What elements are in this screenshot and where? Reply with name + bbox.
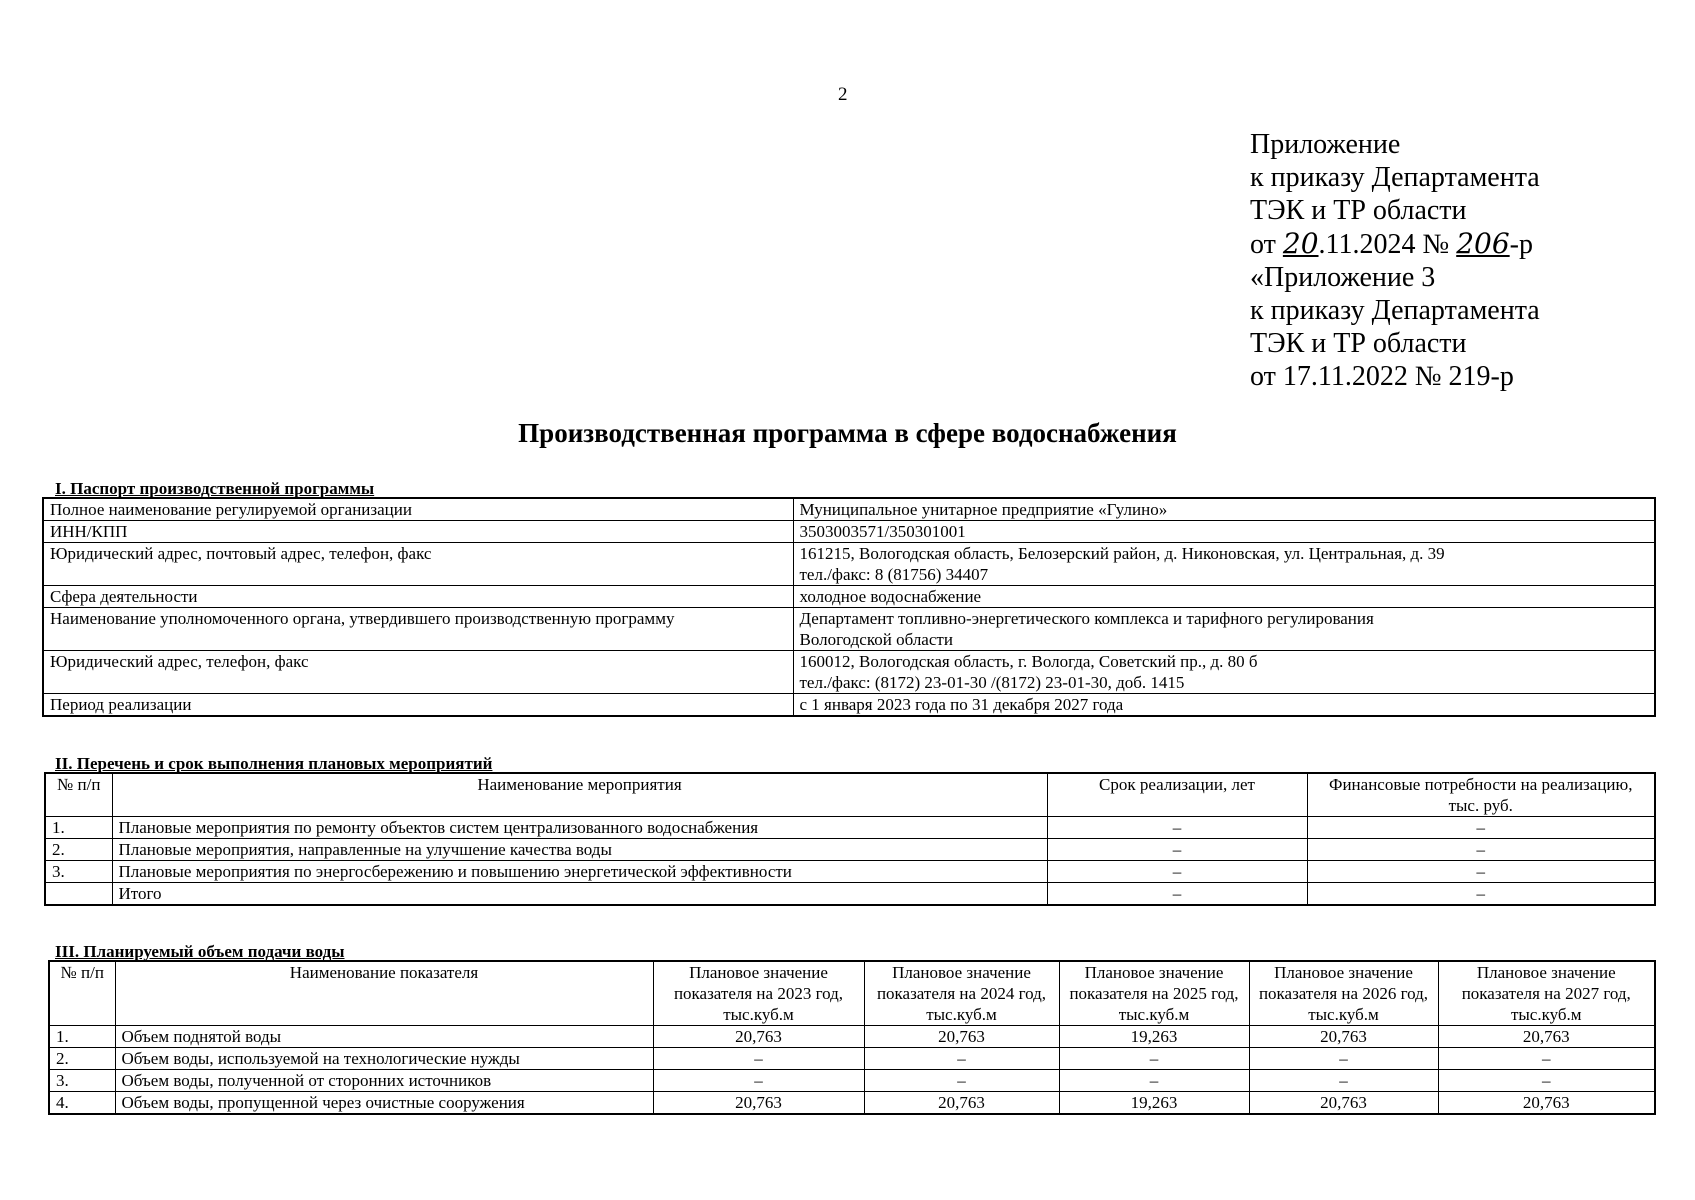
volume-value: – [1059, 1048, 1249, 1070]
header-name: Наименование мероприятия [112, 773, 1047, 817]
volume-value: – [1249, 1070, 1438, 1092]
volume-name: Объем воды, используемой на технологические нужды [115, 1048, 653, 1070]
volume-value: – [1059, 1070, 1249, 1092]
appendix-line: ТЭК и ТР области [1250, 195, 1467, 226]
section2-heading: II. Перечень и срок выполнения плановых мероприятий [55, 754, 493, 773]
header-plan-year: Плановое значение показателя на 2027 год, тыс.куб.м [1438, 961, 1655, 1026]
appendix-line: «Приложение 3 [1250, 262, 1436, 293]
volume-name: Объем воды, пропущенной через очистные сооружения [115, 1092, 653, 1115]
passport-value-line: Департамент топливно-энергетического комплекса и тарифного регулирования [799, 609, 1374, 628]
appendix-line: Приложение [1250, 129, 1401, 160]
volume-value: 19,263 [1059, 1026, 1249, 1048]
section3-heading: III. Планируемый объем подачи воды [55, 942, 345, 961]
measure-name: Плановые мероприятия по энергосбережению и повышению энергетической эффективности [112, 861, 1047, 883]
volume-row [49, 1092, 1655, 1115]
volume-value: 20,763 [1438, 1092, 1655, 1115]
measure-num: 3. [45, 861, 112, 883]
passport-table [42, 497, 1656, 717]
passport-row [43, 521, 1655, 543]
volume-value: 20,763 [864, 1092, 1059, 1115]
measure-term: – [1047, 883, 1307, 906]
passport-row [43, 586, 1655, 608]
passport-value-line: 160012, Вологодская область, г. Вологда, Советский пр., д. 80 б [799, 652, 1258, 671]
passport-value-line: тел./факс: (8172) 23-01-30 /(8172) 23-01-30, доб. 1415 [799, 673, 1185, 692]
appendix-line: ТЭК и ТР области [1250, 328, 1467, 359]
volume-value: 20,763 [864, 1026, 1059, 1048]
volume-name: Объем поднятой воды [115, 1026, 653, 1048]
volume-value: 20,763 [1249, 1026, 1438, 1048]
measure-finance: – [1307, 839, 1655, 861]
measure-term: – [1047, 817, 1307, 839]
passport-label: ИНН/КПП [43, 521, 793, 543]
passport-value-line: 161215, Вологодская область, Белозерский район, д. Никоновская, ул. Центральная, д. 39 [799, 544, 1445, 563]
passport-value [793, 608, 1655, 651]
volume-value: – [653, 1048, 864, 1070]
passport-row [43, 694, 1655, 717]
page-number: 2 [838, 84, 848, 105]
document-title: Производственная программа в сфере водоснабжения [518, 418, 1177, 448]
passport-value [793, 651, 1655, 694]
measure-row [45, 817, 1655, 839]
passport-label: Сфера деятельности [43, 586, 793, 608]
measure-name: Плановые мероприятия по ремонту объектов систем централизованного водоснабжения [112, 817, 1047, 839]
passport-value-line: 3503003571/350301001 [799, 522, 966, 541]
passport-value [793, 543, 1655, 586]
volume-name: Объем воды, полученной от сторонних источников [115, 1070, 653, 1092]
section1-heading: I. Паспорт производственной программы [55, 479, 375, 498]
volume-row [49, 1026, 1655, 1048]
measure-finance: – [1307, 883, 1655, 906]
measure-term: – [1047, 861, 1307, 883]
measure-num: 1. [45, 817, 112, 839]
measures-table [44, 772, 1656, 906]
appendix-line: от 17.11.2022 № 219-р [1250, 361, 1514, 392]
water-volume-table [48, 960, 1656, 1115]
header-num: № п/п [49, 961, 115, 1026]
measure-term: – [1047, 839, 1307, 861]
passport-label: Юридический адрес, телефон, факс [43, 651, 793, 694]
header-finance: Финансовые потребности на реализацию, тыс. руб. [1307, 773, 1655, 817]
appendix-mid: .11.2024 № [1318, 229, 1450, 260]
passport-value-line: Муниципальное унитарное предприятие «Гулино» [799, 500, 1168, 519]
passport-value [793, 521, 1655, 543]
volume-value: – [653, 1070, 864, 1092]
volume-value: 20,763 [1249, 1092, 1438, 1115]
appendix-block [1250, 128, 1540, 393]
measure-row [45, 861, 1655, 883]
header-plan-year: Плановое значение показателя на 2023 год, тыс.куб.м [653, 961, 864, 1026]
passport-value-line: Вологодской области [799, 630, 953, 649]
volume-row [49, 1048, 1655, 1070]
appendix-order-date [1250, 227, 1540, 261]
measure-row [45, 883, 1655, 906]
passport-label: Наименование уполномоченного органа, утвердившего производственную программу [43, 608, 793, 651]
volume-row [49, 1070, 1655, 1092]
header-term: Срок реализации, лет [1047, 773, 1307, 817]
header-num: № п/п [45, 773, 112, 817]
volume-value: – [1249, 1048, 1438, 1070]
header-plan-year: Плановое значение показателя на 2026 год, тыс.куб.м [1249, 961, 1438, 1026]
volume-num: 2. [49, 1048, 115, 1070]
volume-value: 20,763 [653, 1092, 864, 1115]
handwritten-number: 206 [1456, 227, 1510, 260]
passport-row [43, 498, 1655, 521]
appendix-line: к приказу Департамента [1250, 295, 1540, 326]
volume-num: 4. [49, 1092, 115, 1115]
volume-value: – [864, 1048, 1059, 1070]
passport-row [43, 651, 1655, 694]
passport-value-line: с 1 января 2023 года по 31 декабря 2027 года [799, 695, 1124, 714]
volume-value: 19,263 [1059, 1092, 1249, 1115]
passport-value-line: тел./факс: 8 (81756) 34407 [799, 565, 989, 584]
appendix-line: к приказу Департамента [1250, 162, 1540, 193]
passport-row [43, 608, 1655, 651]
measure-name: Плановые мероприятия, направленные на улучшение качества воды [112, 839, 1047, 861]
volume-value: 20,763 [653, 1026, 864, 1048]
header-indicator: Наименование показателя [115, 961, 653, 1026]
handwritten-day: 20 [1282, 227, 1319, 260]
header-plan-year: Плановое значение показателя на 2025 год, тыс.куб.м [1059, 961, 1249, 1026]
volume-num: 1. [49, 1026, 115, 1048]
passport-value [793, 498, 1655, 521]
passport-value [793, 694, 1655, 717]
volume-value: – [1438, 1070, 1655, 1092]
passport-label: Полное наименование регулируемой организации [43, 498, 793, 521]
passport-value [793, 586, 1655, 608]
volume-value: – [1438, 1048, 1655, 1070]
measure-num [45, 883, 112, 906]
volume-num: 3. [49, 1070, 115, 1092]
passport-value-line: холодное водоснабжение [799, 587, 982, 606]
measure-finance: – [1307, 861, 1655, 883]
passport-label: Юридический адрес, почтовый адрес, телефон, факс [43, 543, 793, 586]
measure-finance: – [1307, 817, 1655, 839]
volume-value: – [864, 1070, 1059, 1092]
measure-row [45, 839, 1655, 861]
appendix-prefix: от [1250, 229, 1276, 260]
passport-label: Период реализации [43, 694, 793, 717]
appendix-suffix: -р [1509, 229, 1533, 260]
passport-row [43, 543, 1655, 586]
header-plan-year: Плановое значение показателя на 2024 год, тыс.куб.м [864, 961, 1059, 1026]
measure-num: 2. [45, 839, 112, 861]
volume-value: 20,763 [1438, 1026, 1655, 1048]
measure-name: Итого [112, 883, 1047, 906]
